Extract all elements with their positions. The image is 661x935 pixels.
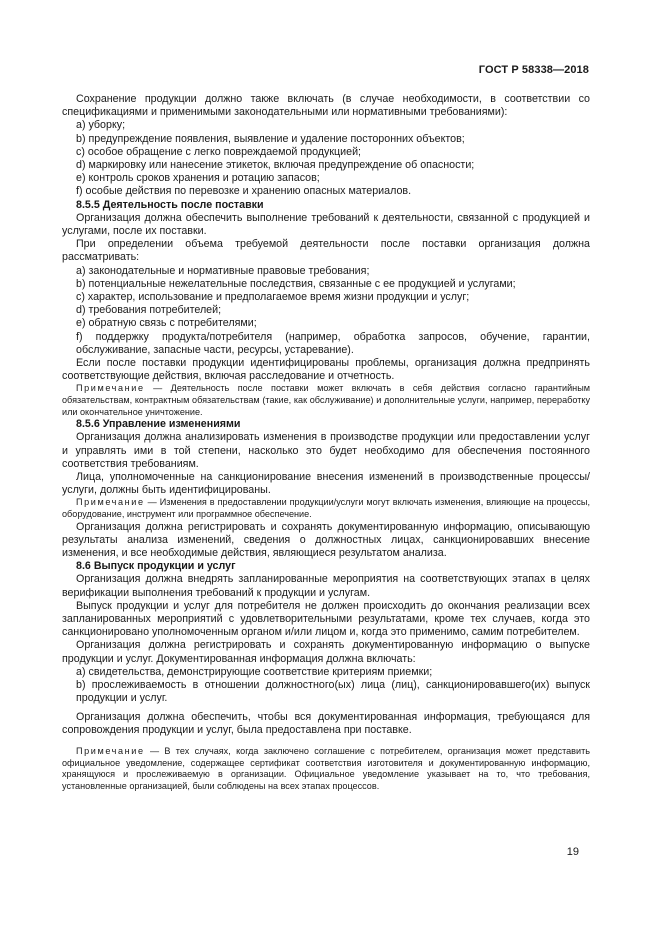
section-heading-856: 8.5.6 Управление изменениями [76, 418, 241, 431]
note-text: — Деятельность после поставки может включать в себя действия согласно гарантийным обязательствам, контрактным обязательствам (такие, как обслуживание) и дополнительные услуги, например, переработку или окончательное уничтожение. [62, 383, 590, 417]
page-content [62, 93, 590, 792]
note-label: Примечание [76, 383, 145, 394]
list-item: b) потенциальные нежелательные последствия, связанные с ее продукцией и услугами; [76, 277, 516, 290]
page-number: 19 [566, 846, 579, 858]
list-item: d) требования потребителей; [76, 304, 222, 317]
list-post-delivery [62, 265, 590, 357]
list-item: a) свидетельства, демонстрирующие соответствие критериям приемки; [76, 665, 433, 678]
list-item: b) прослеживаемость в отношении должностного(ых) лица (лиц), санкционировавшего(их) выпуск продукции и услуг. [76, 679, 590, 705]
paragraph: Организация должна регистрировать и сохранять документированную информацию, описывающую результаты анализа изменений, сведения о должностных лицах, санкционировавших внесение изменения, и все необходимые действия, являющиеся результатом анализа. [62, 520, 590, 560]
paragraph: Организация должна внедрять запланированные мероприятия на соответствующих этапах в целях верификации выполнения требований к продукции и услугам. [62, 573, 590, 599]
paragraph: Организация должна анализировать изменения в производстве продукции или предоставлении услуг и управлять ими в той степени, насколько это будет необходимо для обеспечения постоянного соответствия требованиям. [62, 431, 590, 470]
note [62, 746, 590, 792]
paragraph: Лица, уполномоченные на санкционирование внесения изменений в производственные процессы/услуги, должны быть идентифицированы. [62, 471, 590, 497]
list-item: a) законодательные и нормативные правовые требования; [76, 264, 370, 277]
paragraph: При определении объема требуемой деятельности после поставки организация должна рассматривать: [62, 238, 590, 264]
list-item: f) особые действия по перевозке и хранению опасных материалов. [76, 185, 412, 198]
paragraph: Сохранение продукции должно также включать (в случае необходимости, в соответствии со спецификациями и применимыми законодательными или нормативными требованиями): [62, 93, 590, 119]
note-label: Примечание [76, 497, 145, 508]
document-id: ГОСТ Р 58338—2018 [478, 64, 589, 76]
note-label: Примечание [76, 745, 145, 756]
list-item: e) обратную связь с потребителями; [76, 317, 257, 330]
list-item: e) контроль сроков хранения и ротацию запасов; [76, 172, 320, 185]
section-heading-855: 8.5.5 Деятельность после поставки [76, 198, 264, 211]
paragraph: Организация должна обеспечить выполнение требований к деятельности, связанной с продукцией и услугами, после их поставки. [62, 211, 590, 238]
list-item: c) особое обращение с легко повреждаемой продукцией; [76, 145, 362, 158]
paragraph: Если после поставки продукции идентифицированы проблемы, организация должна предпринять соответствующие действия, включая расследование и отчетность. [62, 357, 590, 383]
list-item: d) маркировку или нанесение этикеток, включая предупреждение об опасности; [76, 159, 475, 172]
paragraph: Организация должна регистрировать и сохранять документированную информацию о выпуске продукции и услуг. Документированная информация должна включать: [62, 639, 590, 665]
note [62, 497, 590, 520]
list-preservation [62, 119, 590, 198]
paragraph: Выпуск продукции и услуг для потребителя не должен происходить до окончания реализации всех запланированных мероприятий с удовлетворительными результатами, кроме тех случаев, когда это санкционировано уполномоченным органом и/или лицом и, когда это применимо, самим потребителем. [62, 599, 590, 639]
list-item: a) уборку; [76, 119, 126, 132]
note-text: — В тех случаях, когда заключено соглашение с потребителем, организация может представить официальное уведомление, содержащее сертификат соответствия изготовителя и документированную информацию, хранящуюся и прослеживаемую в организации. Официальное уведомление указывает на то, что требования, установленные организацией, были соблюдены на всех этапах процессов. [62, 745, 590, 791]
list-item: b) предупреждение появления, выявление и удаление посторонних объектов; [76, 132, 465, 145]
note [62, 383, 590, 418]
list-item: f) поддержку продукта/потребителя (например, обработка запросов, обучение, гарантии, обслуживание, запасные части, ресурсы, устаревание). [76, 330, 590, 356]
note-text: — Изменения в предоставлении продукции/услуги могут включать изменения, влияющие на процессы, оборудование, инструмент или программное обеспечение. [62, 497, 590, 520]
list-item: c) характер, использование и предполагаемое время жизни продукции и услуг; [76, 291, 470, 304]
list-release [62, 666, 590, 706]
section-heading-86: 8.6 Выпуск продукции и услуг [76, 560, 236, 573]
paragraph: Организация должна обеспечить, чтобы вся документированная информация, требующаяся для сопровождения продукции и услуг, была предоставлена при поставке. [62, 710, 590, 736]
